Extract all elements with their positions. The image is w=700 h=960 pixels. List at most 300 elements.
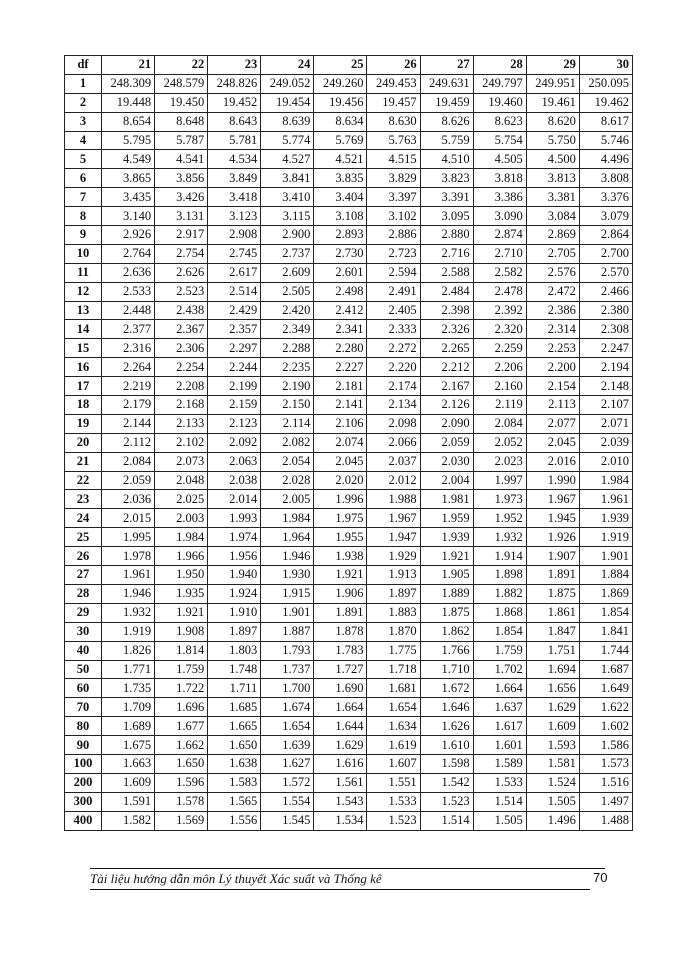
row-df-label: 8 [65, 207, 102, 226]
table-cell: 8.630 [367, 112, 420, 131]
table-row [65, 414, 633, 433]
table-cell: 2.514 [208, 282, 261, 301]
header-cell: 26 [367, 56, 420, 75]
table-cell: 2.052 [473, 433, 526, 452]
table-cell: 3.865 [102, 169, 155, 188]
table-cell: 1.654 [261, 717, 314, 736]
row-df-label: 24 [65, 509, 102, 528]
table-cell: 1.913 [367, 566, 420, 585]
table-cell: 1.775 [367, 641, 420, 660]
table-cell: 248.826 [208, 74, 261, 93]
table-cell: 2.253 [526, 339, 579, 358]
table-cell: 1.973 [473, 490, 526, 509]
table-cell: 19.462 [579, 93, 632, 112]
table-cell: 1.675 [102, 736, 155, 755]
table-cell: 249.260 [314, 74, 367, 93]
table-cell: 2.045 [526, 433, 579, 452]
table-cell: 1.996 [314, 490, 367, 509]
table-cell: 8.654 [102, 112, 155, 131]
table-cell: 2.160 [473, 377, 526, 396]
table-cell: 2.705 [526, 244, 579, 263]
table-cell: 1.967 [367, 509, 420, 528]
table-cell: 2.533 [102, 282, 155, 301]
table-cell: 1.617 [473, 717, 526, 736]
table-row [65, 263, 633, 282]
table-cell: 2.570 [579, 263, 632, 282]
table-cell: 1.690 [314, 679, 367, 698]
table-cell: 1.561 [314, 773, 367, 792]
table-row [65, 150, 633, 169]
table-cell: 2.084 [102, 452, 155, 471]
table-cell: 1.718 [367, 660, 420, 679]
table-cell: 4.521 [314, 150, 367, 169]
table-cell: 3.386 [473, 188, 526, 207]
table-cell: 3.404 [314, 188, 367, 207]
table-cell: 2.148 [579, 377, 632, 396]
table-cell: 1.875 [526, 584, 579, 603]
table-cell: 1.956 [208, 547, 261, 566]
table-cell: 2.066 [367, 433, 420, 452]
table-cell: 1.906 [314, 584, 367, 603]
table-cell: 1.946 [261, 547, 314, 566]
table-cell: 1.868 [473, 603, 526, 622]
table-cell: 2.308 [579, 320, 632, 339]
table-cell: 249.453 [367, 74, 420, 93]
row-df-label: 20 [65, 433, 102, 452]
table-cell: 1.966 [155, 547, 208, 566]
table-cell: 2.926 [102, 226, 155, 245]
table-cell: 2.134 [367, 396, 420, 415]
table-cell: 19.456 [314, 93, 367, 112]
table-cell: 1.542 [420, 773, 473, 792]
table-cell: 2.144 [102, 414, 155, 433]
f-distribution-table [64, 55, 633, 831]
table-cell: 1.637 [473, 698, 526, 717]
table-cell: 2.869 [526, 226, 579, 245]
table-cell: 3.079 [579, 207, 632, 226]
table-cell: 1.722 [155, 679, 208, 698]
table-cell: 1.685 [208, 698, 261, 717]
table-cell: 1.505 [526, 792, 579, 811]
table-cell: 1.589 [473, 754, 526, 773]
table-cell: 1.955 [314, 528, 367, 547]
table-cell: 1.664 [473, 679, 526, 698]
table-cell: 2.764 [102, 244, 155, 263]
table-cell: 2.412 [314, 301, 367, 320]
table-cell: 4.496 [579, 150, 632, 169]
table-cell: 1.694 [526, 660, 579, 679]
table-cell: 3.108 [314, 207, 367, 226]
table-cell: 2.004 [420, 471, 473, 490]
table-cell: 1.939 [420, 528, 473, 547]
table-cell: 3.123 [208, 207, 261, 226]
table-cell: 2.320 [473, 320, 526, 339]
table-cell: 1.572 [261, 773, 314, 792]
row-df-label: 21 [65, 452, 102, 471]
table-cell: 2.073 [155, 452, 208, 471]
table-row [65, 773, 633, 792]
table-cell: 3.835 [314, 169, 367, 188]
row-df-label: 15 [65, 339, 102, 358]
row-df-label: 17 [65, 377, 102, 396]
table-cell: 19.459 [420, 93, 473, 112]
table-cell: 1.629 [314, 736, 367, 755]
table-cell: 8.617 [579, 112, 632, 131]
table-cell: 2.484 [420, 282, 473, 301]
table-cell: 3.397 [367, 188, 420, 207]
table-cell: 2.212 [420, 358, 473, 377]
table-cell: 2.039 [579, 433, 632, 452]
table-row [65, 509, 633, 528]
table-row [65, 452, 633, 471]
table-cell: 2.472 [526, 282, 579, 301]
table-cell: 2.438 [155, 301, 208, 320]
table-cell: 4.505 [473, 150, 526, 169]
table-cell: 2.617 [208, 263, 261, 282]
table-cell: 1.898 [473, 566, 526, 585]
table-cell: 5.759 [420, 131, 473, 150]
table-row [65, 584, 633, 603]
table-cell: 2.168 [155, 396, 208, 415]
row-df-label: 1 [65, 74, 102, 93]
table-cell: 2.082 [261, 433, 314, 452]
table-cell: 250.095 [579, 74, 632, 93]
table-cell: 1.744 [579, 641, 632, 660]
table-cell: 1.883 [367, 603, 420, 622]
table-cell: 1.869 [579, 584, 632, 603]
table-cell: 2.254 [155, 358, 208, 377]
table-cell: 3.095 [420, 207, 473, 226]
table-cell: 1.984 [579, 471, 632, 490]
header-cell: 23 [208, 56, 261, 75]
table-cell: 2.917 [155, 226, 208, 245]
table-cell: 2.588 [420, 263, 473, 282]
table-cell: 2.908 [208, 226, 261, 245]
row-df-label: 2 [65, 93, 102, 112]
row-df-label: 80 [65, 717, 102, 736]
table-cell: 1.981 [420, 490, 473, 509]
table-cell: 1.565 [208, 792, 261, 811]
table-cell: 3.391 [420, 188, 473, 207]
table-cell: 2.074 [314, 433, 367, 452]
table-cell: 1.727 [314, 660, 367, 679]
table-cell: 2.864 [579, 226, 632, 245]
table-cell: 1.932 [473, 528, 526, 547]
table-cell: 2.106 [314, 414, 367, 433]
table-cell: 2.181 [314, 377, 367, 396]
table-cell: 2.491 [367, 282, 420, 301]
row-df-label: 19 [65, 414, 102, 433]
table-cell: 8.639 [261, 112, 314, 131]
table-cell: 1.759 [155, 660, 208, 679]
table-cell: 1.930 [261, 566, 314, 585]
table-cell: 1.569 [155, 811, 208, 830]
table-cell: 2.084 [473, 414, 526, 433]
table-cell: 2.398 [420, 301, 473, 320]
table-cell: 2.900 [261, 226, 314, 245]
page-number: 70 [593, 870, 608, 885]
table-cell: 1.891 [526, 566, 579, 585]
table-cell: 19.457 [367, 93, 420, 112]
table-cell: 4.510 [420, 150, 473, 169]
row-df-label: 90 [65, 736, 102, 755]
table-cell: 1.793 [261, 641, 314, 660]
table-cell: 1.607 [367, 754, 420, 773]
table-cell: 4.527 [261, 150, 314, 169]
table-cell: 8.634 [314, 112, 367, 131]
table-cell: 8.623 [473, 112, 526, 131]
row-df-label: 10 [65, 244, 102, 263]
table-cell: 2.265 [420, 339, 473, 358]
table-cell: 2.054 [261, 452, 314, 471]
row-df-label: 100 [65, 754, 102, 773]
table-cell: 1.650 [155, 754, 208, 773]
table-cell: 2.037 [367, 452, 420, 471]
table-cell: 19.460 [473, 93, 526, 112]
table-cell: 1.919 [102, 622, 155, 641]
table-cell: 2.880 [420, 226, 473, 245]
table-cell: 2.016 [526, 452, 579, 471]
row-df-label: 23 [65, 490, 102, 509]
table-row [65, 112, 633, 131]
table-cell: 3.131 [155, 207, 208, 226]
table-cell: 1.646 [420, 698, 473, 717]
table-cell: 1.578 [155, 792, 208, 811]
table-cell: 5.795 [102, 131, 155, 150]
table-cell: 2.357 [208, 320, 261, 339]
table-cell: 1.644 [314, 717, 367, 736]
table-cell: 2.314 [526, 320, 579, 339]
table-cell: 1.751 [526, 641, 579, 660]
table-cell: 1.586 [579, 736, 632, 755]
table-cell: 1.861 [526, 603, 579, 622]
table-cell: 3.376 [579, 188, 632, 207]
table-cell: 8.620 [526, 112, 579, 131]
table-cell: 1.654 [367, 698, 420, 717]
table-cell: 2.159 [208, 396, 261, 415]
table-cell: 1.921 [155, 603, 208, 622]
table-cell: 3.084 [526, 207, 579, 226]
table-cell: 3.841 [261, 169, 314, 188]
table-cell: 2.420 [261, 301, 314, 320]
table-cell: 1.523 [420, 792, 473, 811]
table-cell: 2.005 [261, 490, 314, 509]
table-cell: 2.174 [367, 377, 420, 396]
table-cell: 2.498 [314, 282, 367, 301]
table-cell: 249.052 [261, 74, 314, 93]
table-cell: 1.887 [261, 622, 314, 641]
table-cell: 1.709 [102, 698, 155, 717]
table-cell: 1.689 [102, 717, 155, 736]
table-cell: 249.631 [420, 74, 473, 93]
table-row [65, 93, 633, 112]
table-cell: 1.672 [420, 679, 473, 698]
table-cell: 3.435 [102, 188, 155, 207]
table-cell: 2.448 [102, 301, 155, 320]
table-cell: 8.648 [155, 112, 208, 131]
table-row [65, 471, 633, 490]
table-cell: 1.710 [420, 660, 473, 679]
table-cell: 1.534 [314, 811, 367, 830]
table-cell: 1.875 [420, 603, 473, 622]
table-cell: 2.886 [367, 226, 420, 245]
row-df-label: 29 [65, 603, 102, 622]
table-cell: 1.601 [473, 736, 526, 755]
table-row [65, 433, 633, 452]
table-cell: 1.997 [473, 471, 526, 490]
table-cell: 1.882 [473, 584, 526, 603]
table-cell: 249.951 [526, 74, 579, 93]
header-cell: 27 [420, 56, 473, 75]
table-cell: 1.961 [102, 566, 155, 585]
table-cell: 19.454 [261, 93, 314, 112]
table-cell: 2.003 [155, 509, 208, 528]
table-cell: 2.092 [208, 433, 261, 452]
table-cell: 19.448 [102, 93, 155, 112]
table-cell: 2.014 [208, 490, 261, 509]
table-cell: 2.636 [102, 263, 155, 282]
table-cell: 1.677 [155, 717, 208, 736]
table-cell: 2.306 [155, 339, 208, 358]
row-df-label: 400 [65, 811, 102, 830]
table-row [65, 358, 633, 377]
table-cell: 3.813 [526, 169, 579, 188]
table-cell: 2.405 [367, 301, 420, 320]
row-df-label: 27 [65, 566, 102, 585]
table-cell: 2.150 [261, 396, 314, 415]
table-row [65, 736, 633, 755]
table-row [65, 641, 633, 660]
table-cell: 1.938 [314, 547, 367, 566]
row-df-label: 30 [65, 622, 102, 641]
table-cell: 2.167 [420, 377, 473, 396]
table-cell: 1.627 [261, 754, 314, 773]
table-cell: 2.098 [367, 414, 420, 433]
table-row [65, 717, 633, 736]
table-cell: 2.723 [367, 244, 420, 263]
table-cell: 1.939 [579, 509, 632, 528]
table-cell: 1.947 [367, 528, 420, 547]
table-cell: 1.841 [579, 622, 632, 641]
table-cell: 2.107 [579, 396, 632, 415]
table-cell: 2.059 [420, 433, 473, 452]
table-cell: 1.674 [261, 698, 314, 717]
table-cell: 4.541 [155, 150, 208, 169]
table-cell: 3.426 [155, 188, 208, 207]
table-cell: 2.523 [155, 282, 208, 301]
table-cell: 2.874 [473, 226, 526, 245]
table-cell: 1.984 [155, 528, 208, 547]
table-cell: 1.748 [208, 660, 261, 679]
table-cell: 2.386 [526, 301, 579, 320]
table-cell: 2.754 [155, 244, 208, 263]
table-cell: 1.854 [473, 622, 526, 641]
footer-underline [90, 889, 590, 890]
table-cell: 1.610 [420, 736, 473, 755]
table-cell: 1.665 [208, 717, 261, 736]
table-header-row [65, 56, 633, 75]
table-cell: 2.429 [208, 301, 261, 320]
table-cell: 1.619 [367, 736, 420, 755]
table-cell: 1.650 [208, 736, 261, 755]
table-row [65, 339, 633, 358]
table-cell: 1.975 [314, 509, 367, 528]
table-cell: 2.478 [473, 282, 526, 301]
table-cell: 2.113 [526, 396, 579, 415]
table-cell: 2.219 [102, 377, 155, 396]
table-cell: 1.967 [526, 490, 579, 509]
table-cell: 1.681 [367, 679, 420, 698]
table-cell: 1.964 [261, 528, 314, 547]
table-cell: 1.634 [367, 717, 420, 736]
table-cell: 2.154 [526, 377, 579, 396]
table-cell: 2.025 [155, 490, 208, 509]
header-cell: 29 [526, 56, 579, 75]
table-row [65, 226, 633, 245]
table-cell: 2.716 [420, 244, 473, 263]
table-cell: 1.616 [314, 754, 367, 773]
row-df-label: 40 [65, 641, 102, 660]
table-cell: 2.045 [314, 452, 367, 471]
table-cell: 2.179 [102, 396, 155, 415]
table-cell: 1.914 [473, 547, 526, 566]
table-row [65, 528, 633, 547]
table-cell: 1.897 [208, 622, 261, 641]
table-cell: 2.505 [261, 282, 314, 301]
table-cell: 2.194 [579, 358, 632, 377]
table-row [65, 377, 633, 396]
header-cell: 28 [473, 56, 526, 75]
table-cell: 5.746 [579, 131, 632, 150]
table-cell: 2.114 [261, 414, 314, 433]
header-cell: 22 [155, 56, 208, 75]
table-cell: 1.921 [420, 547, 473, 566]
table-cell: 1.551 [367, 773, 420, 792]
table-cell: 1.554 [261, 792, 314, 811]
row-df-label: 4 [65, 131, 102, 150]
table-cell: 2.048 [155, 471, 208, 490]
table-cell: 3.849 [208, 169, 261, 188]
row-df-label: 25 [65, 528, 102, 547]
table-cell: 1.496 [526, 811, 579, 830]
table-cell: 1.664 [314, 698, 367, 717]
table-cell: 1.935 [155, 584, 208, 603]
table-cell: 1.854 [579, 603, 632, 622]
table-cell: 1.974 [208, 528, 261, 547]
table-cell: 2.576 [526, 263, 579, 282]
table-cell: 3.418 [208, 188, 261, 207]
table-cell: 2.235 [261, 358, 314, 377]
table-cell: 2.220 [367, 358, 420, 377]
table-cell: 2.893 [314, 226, 367, 245]
table-cell: 1.545 [261, 811, 314, 830]
table-cell: 1.901 [261, 603, 314, 622]
table-cell: 4.500 [526, 150, 579, 169]
table-cell: 1.910 [208, 603, 261, 622]
table-cell: 2.010 [579, 452, 632, 471]
row-df-label: 16 [65, 358, 102, 377]
table-cell: 1.662 [155, 736, 208, 755]
table-cell: 3.381 [526, 188, 579, 207]
table-cell: 1.505 [473, 811, 526, 830]
table-cell: 1.766 [420, 641, 473, 660]
table-cell: 1.591 [102, 792, 155, 811]
table-row [65, 622, 633, 641]
table-cell: 5.754 [473, 131, 526, 150]
table-cell: 1.687 [579, 660, 632, 679]
row-df-label: 3 [65, 112, 102, 131]
table-cell: 2.123 [208, 414, 261, 433]
